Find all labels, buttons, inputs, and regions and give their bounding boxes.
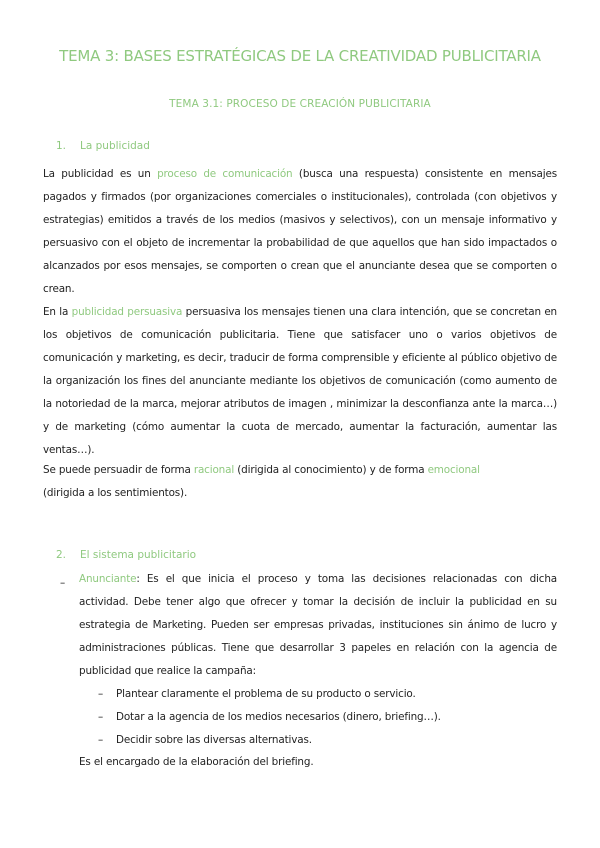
paragraph-text: La publicidad es un: [43, 168, 158, 180]
section-1-number: 1.: [56, 140, 67, 152]
paragraph-text: Se puede persuadir de forma: [43, 464, 194, 476]
paragraph-text: En la: [43, 306, 72, 318]
closing-line: Es el encargado de la elaboración del briefing.: [79, 756, 314, 768]
highlight-emocional: emocional: [427, 464, 480, 476]
sub-item-2: Dotar a la agencia de los medios necesarios (dinero, briefing…).: [116, 711, 441, 723]
section-2-number: 2.: [56, 549, 67, 561]
section-2-title: El sistema publicitario: [80, 549, 197, 561]
list-bullet-dash: –: [60, 577, 66, 589]
paragraph-publicidad-persuasiva: [43, 301, 557, 462]
paragraph-text: (dirigida a los sentimientos).: [43, 487, 188, 499]
highlight-anunciante: Anunciante: [79, 573, 137, 585]
section-1-heading: [56, 140, 150, 152]
sub-item-3: Decidir sobre las diversas alternativas.: [116, 734, 312, 746]
paragraph-publicidad: [43, 163, 557, 301]
list-item-anunciante: [79, 568, 557, 683]
paragraph-text: (busca una respuesta) consistente en mensajes pagados y firmados (por organizaciones comerciales o institucionales), controlada (con objetivos y estrategias) emitidos a través de los medios (masivos y selectivos), con un mensaje informativo y persuasivo con el objeto de incrementar la probabilidad de que aquellos que han sido impactados o alcanzados por esos mensajes, se comporten o crean que el anunciante desea que se comporten o crean.: [43, 168, 557, 295]
document-title: TEMA 3: BASES ESTRATÉGICAS DE LA CREATIVIDAD PUBLICITARIA: [59, 47, 541, 65]
section-1-title: La publicidad: [80, 140, 150, 152]
paragraph-text: : Es el que inicia el proceso y toma las decisiones relacionadas con dicha actividad. Debe tener algo que ofrecer y tomar la decisión de incluir la publicidad en su estrategia de Marketing. Pueden ser empresas privadas, instituciones sin ánimo de lucro y administraciones públicas. Tiene que desarrollar 3 papeles en relación con la agencia de publicidad que realice la campaña:: [79, 573, 557, 677]
highlight-racional: racional: [193, 464, 235, 476]
highlight-proceso-comunicacion: proceso de comunicación: [157, 168, 293, 180]
paragraph-persuadir: [43, 459, 557, 505]
sub-item-1: Plantear claramente el problema de su producto o servicio.: [116, 688, 416, 700]
sub-bullet-dash: –: [98, 711, 104, 723]
sub-bullet-dash: –: [98, 734, 104, 746]
highlight-publicidad-persuasiva: publicidad persuasiva: [71, 306, 183, 318]
sub-bullet-dash: –: [98, 688, 104, 700]
paragraph-text: (dirigida al conocimiento) y de forma: [234, 464, 428, 476]
paragraph-text: persuasiva los mensajes tienen una clara intención, que se concretan en los objetivos de comunicación publicitaria. Tiene que satisfacer uno o varios objetivos de comunicación y marketing, es decir, traducir de forma comprensible y eficiente al público objetivo de la organización los fines del anunciante mediante los objetivos de comunicación (como aumento de la notoriedad de la marca, mejorar atributos de imagen , minimizar la desconfianza ante la marca…) y de marketing (cómo aumentar la cuota de mercado, aumentar la facturación, aumentar las ventas…).: [43, 306, 557, 456]
section-2-heading: [56, 549, 196, 561]
document-subtitle: TEMA 3.1: PROCESO DE CREACIÓN PUBLICITARIA: [169, 98, 431, 110]
